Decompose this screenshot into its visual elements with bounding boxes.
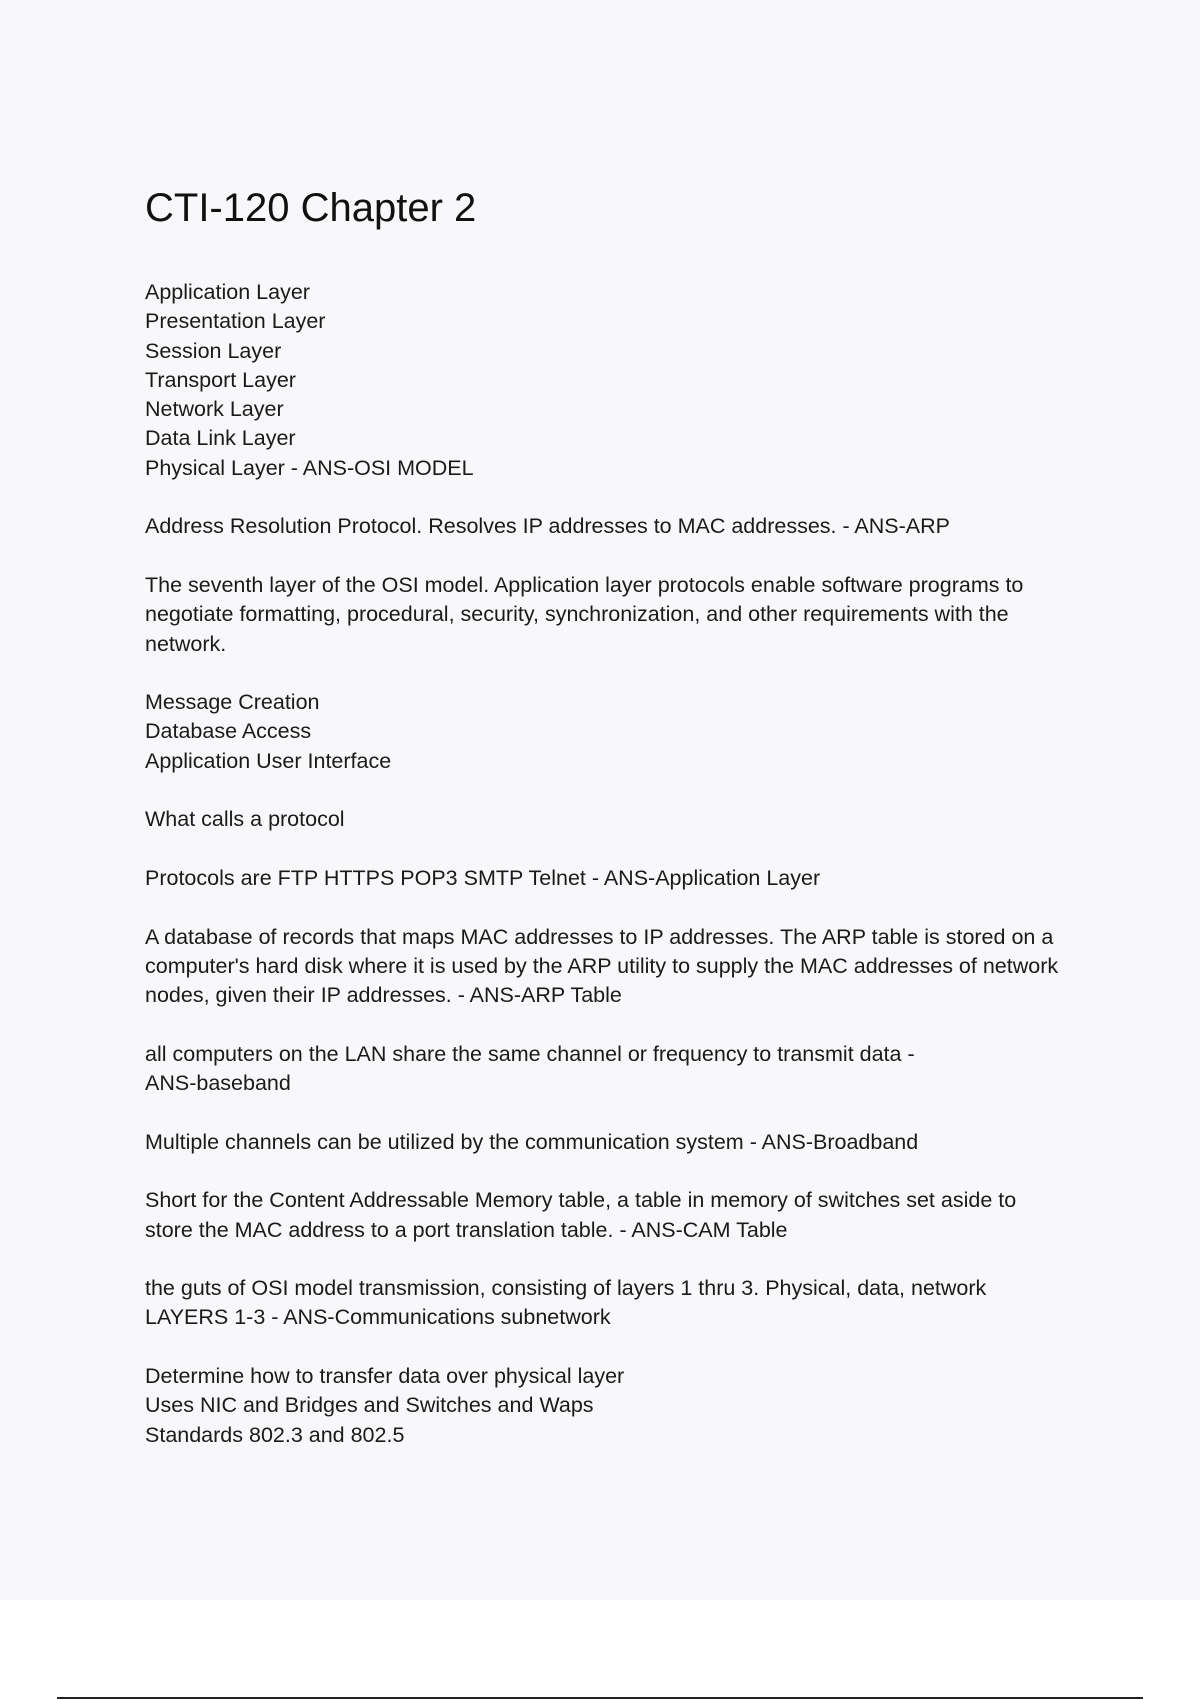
flashcard-application-functions (145, 688, 1095, 776)
text-line: A database of records that maps MAC addresses to IP addresses. The ARP table is stored on a (145, 924, 1054, 949)
text-line: Application User Interface (145, 748, 392, 773)
text-line: The seventh layer of the OSI model. Application layer protocols enable software programs to (145, 572, 1024, 597)
flashcard-what-calls-protocol (145, 805, 1095, 834)
text-line: Application Layer (145, 280, 310, 304)
text-line: Transport Layer (145, 367, 296, 392)
text-line: What calls a protocol (145, 807, 345, 832)
text-line: Data Link Layer (145, 426, 296, 451)
text-line: Network Layer (145, 397, 284, 422)
text-line: nodes, given their IP addresses. - ANS-ARP Table (145, 983, 622, 1008)
flashcard-cam-table (145, 1186, 1095, 1245)
page-title: CTI-120 Chapter 2 (145, 186, 477, 230)
flashcard-arp (145, 512, 1095, 541)
text-line: Physical Layer - ANS-OSI MODEL (145, 455, 474, 480)
text-line: Database Access (145, 719, 312, 744)
flashcard-baseband (145, 1040, 1095, 1099)
text-line: Multiple channels can be utilized by the communication system - ANS-Broadband (145, 1129, 919, 1154)
text-line: computer's hard disk where it is used by the ARP utility to supply the MAC addresses of network (145, 953, 1059, 978)
document-content (145, 184, 1095, 1479)
text-line: the guts of OSI model transmission, consisting of layers 1 thru 3. Physical, data, network (145, 1276, 987, 1301)
text-line: Message Creation (145, 690, 320, 715)
text-line: Session Layer (145, 338, 282, 363)
flashcard-seventh-layer (145, 571, 1095, 659)
footer-divider (57, 1697, 1143, 1699)
flashcard-communications-subnetwork (145, 1274, 1095, 1333)
text-line: negotiate formatting, procedural, security, synchronization, and other requirements with the (145, 602, 1009, 627)
text-line: Standards 802.3 and 802.5 (145, 1422, 405, 1447)
flashcard-arp-table (145, 923, 1095, 1011)
text-line: Short for the Content Addressable Memory table, a table in memory of switches set aside to (145, 1188, 1017, 1213)
text-line: Uses NIC and Bridges and Switches and Waps (145, 1393, 594, 1418)
text-line: ANS-baseband (145, 1071, 291, 1096)
text-line: store the MAC address to a port translation table. - ANS-CAM Table (145, 1217, 788, 1242)
text-line: LAYERS 1-3 - ANS-Communications subnetwork (145, 1305, 611, 1330)
text-line: Address Resolution Protocol. Resolves IP addresses to MAC addresses. - ANS-ARP (145, 514, 951, 539)
text-line: all computers on the LAN share the same channel or frequency to transmit data - (145, 1041, 915, 1066)
text-line: Presentation Layer (145, 309, 326, 334)
flashcard-application-protocols (145, 864, 1095, 893)
flashcard-data-link-layer (145, 1362, 1095, 1450)
text-line: Protocols are FTP HTTPS POP3 SMTP Telnet - ANS-Application Layer (145, 865, 821, 890)
flashcard-broadband (145, 1128, 1095, 1157)
text-line: network. (145, 631, 227, 656)
text-line: Determine how to transfer data over physical layer (145, 1363, 625, 1388)
flashcard-osi-model (145, 278, 1095, 483)
